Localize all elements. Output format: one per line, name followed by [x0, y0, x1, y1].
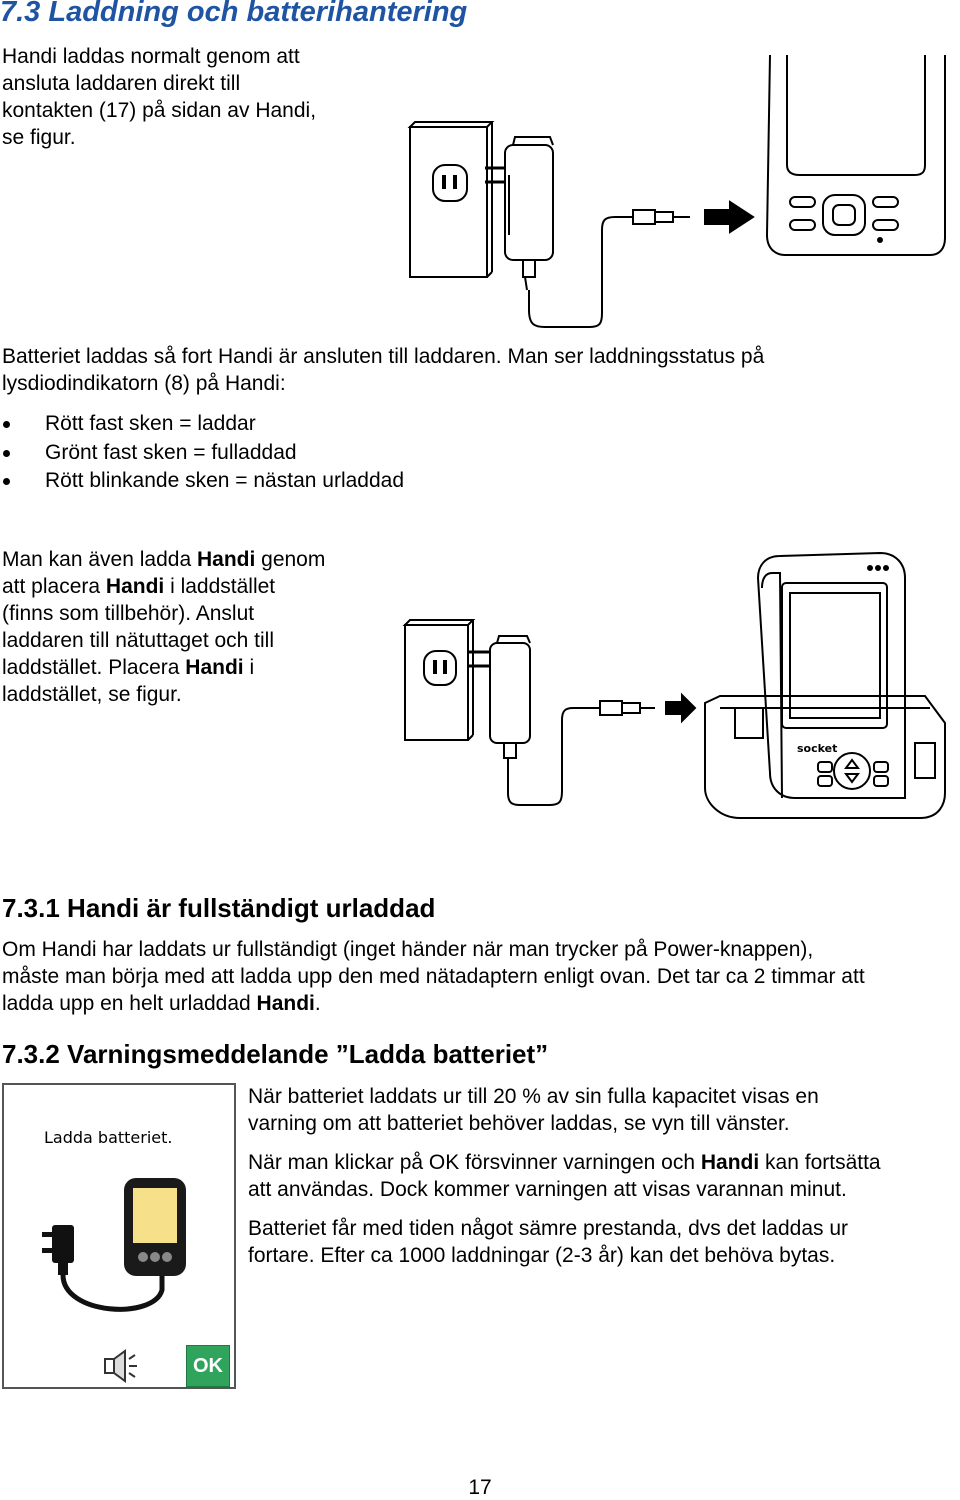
- page-number: 17: [468, 1476, 492, 1499]
- status-list: [0, 410, 404, 496]
- speaker-icon: [99, 1347, 141, 1385]
- warning-title: Ladda batteriet.: [44, 1128, 173, 1147]
- intro-line: kontakten (17) på sidan av Handi,: [2, 99, 317, 122]
- intro-line: Handi laddas normalt genom att: [2, 45, 300, 68]
- battery-charger-icon: [34, 1170, 194, 1330]
- status-paragraph: [2, 343, 952, 397]
- section-732-heading: 7.3.2 Varningsmeddelande ”Ladda batteriet”: [2, 1039, 549, 1069]
- list-item: Rött blinkande sken = nästan urladdad: [0, 467, 404, 496]
- charger-dock-figure: [400, 548, 955, 858]
- sound-button[interactable]: [99, 1347, 141, 1385]
- bullet-icon: [3, 478, 10, 485]
- svg-text:socket: socket: [797, 742, 838, 755]
- section-732-body: När batteriet laddats ur till 20 % av sin fulla kapacitet visas en varning om att batteriet behöver laddas, se vyn till vänster. När man klickar på OK försvinner varningen och Handi kan fortsätta att användas. Dock kommer varningen att visas varannan minut. Batteriet får med tiden något sämre prestanda, dvs det laddas ur fortare. Efter ca 1000 laddningar (2-3 år) kan det behöva bytas.: [248, 1085, 881, 1267]
- intro-line: ansluta laddaren direkt till: [2, 72, 241, 95]
- bullet-icon: [3, 450, 10, 457]
- status-line: Batteriet laddas så fort Handi är ansluten till laddaren. Man ser laddningsstatus på: [2, 345, 765, 368]
- intro-line: se figur.: [2, 126, 76, 149]
- page-heading: 7.3 Laddning och batterihantering: [0, 0, 468, 28]
- bullet-icon: [3, 421, 10, 428]
- list-item: Grönt fast sken = fulladdad: [0, 439, 404, 468]
- section-731-body: Om Handi har laddats ur fullständigt (inget händer när man trycker på Power-knappen), måste man börja med att ladda upp den med nätadaptern enligt ovan. Det tar ca 2 timmar att ladda upp en helt urladdad Handi.: [2, 938, 865, 1015]
- section-731-heading: 7.3.1 Handi är fullständigt urladdad: [2, 893, 436, 923]
- dock-paragraph: Man kan även ladda Handi genom att placera Handi i laddstället (finns som tillbehör). Anslut laddaren till nätuttaget och till laddstället. Placera Handi i laddstället, se figur.: [2, 548, 326, 706]
- warning-screen: [2, 1083, 236, 1389]
- list-item: Rött fast sken = laddar: [0, 410, 404, 439]
- ok-button[interactable]: OK: [186, 1345, 230, 1387]
- status-line: lysdiodindikatorn (8) på Handi:: [2, 372, 286, 395]
- charger-device-figure: [405, 55, 955, 330]
- intro-paragraph: [2, 43, 402, 151]
